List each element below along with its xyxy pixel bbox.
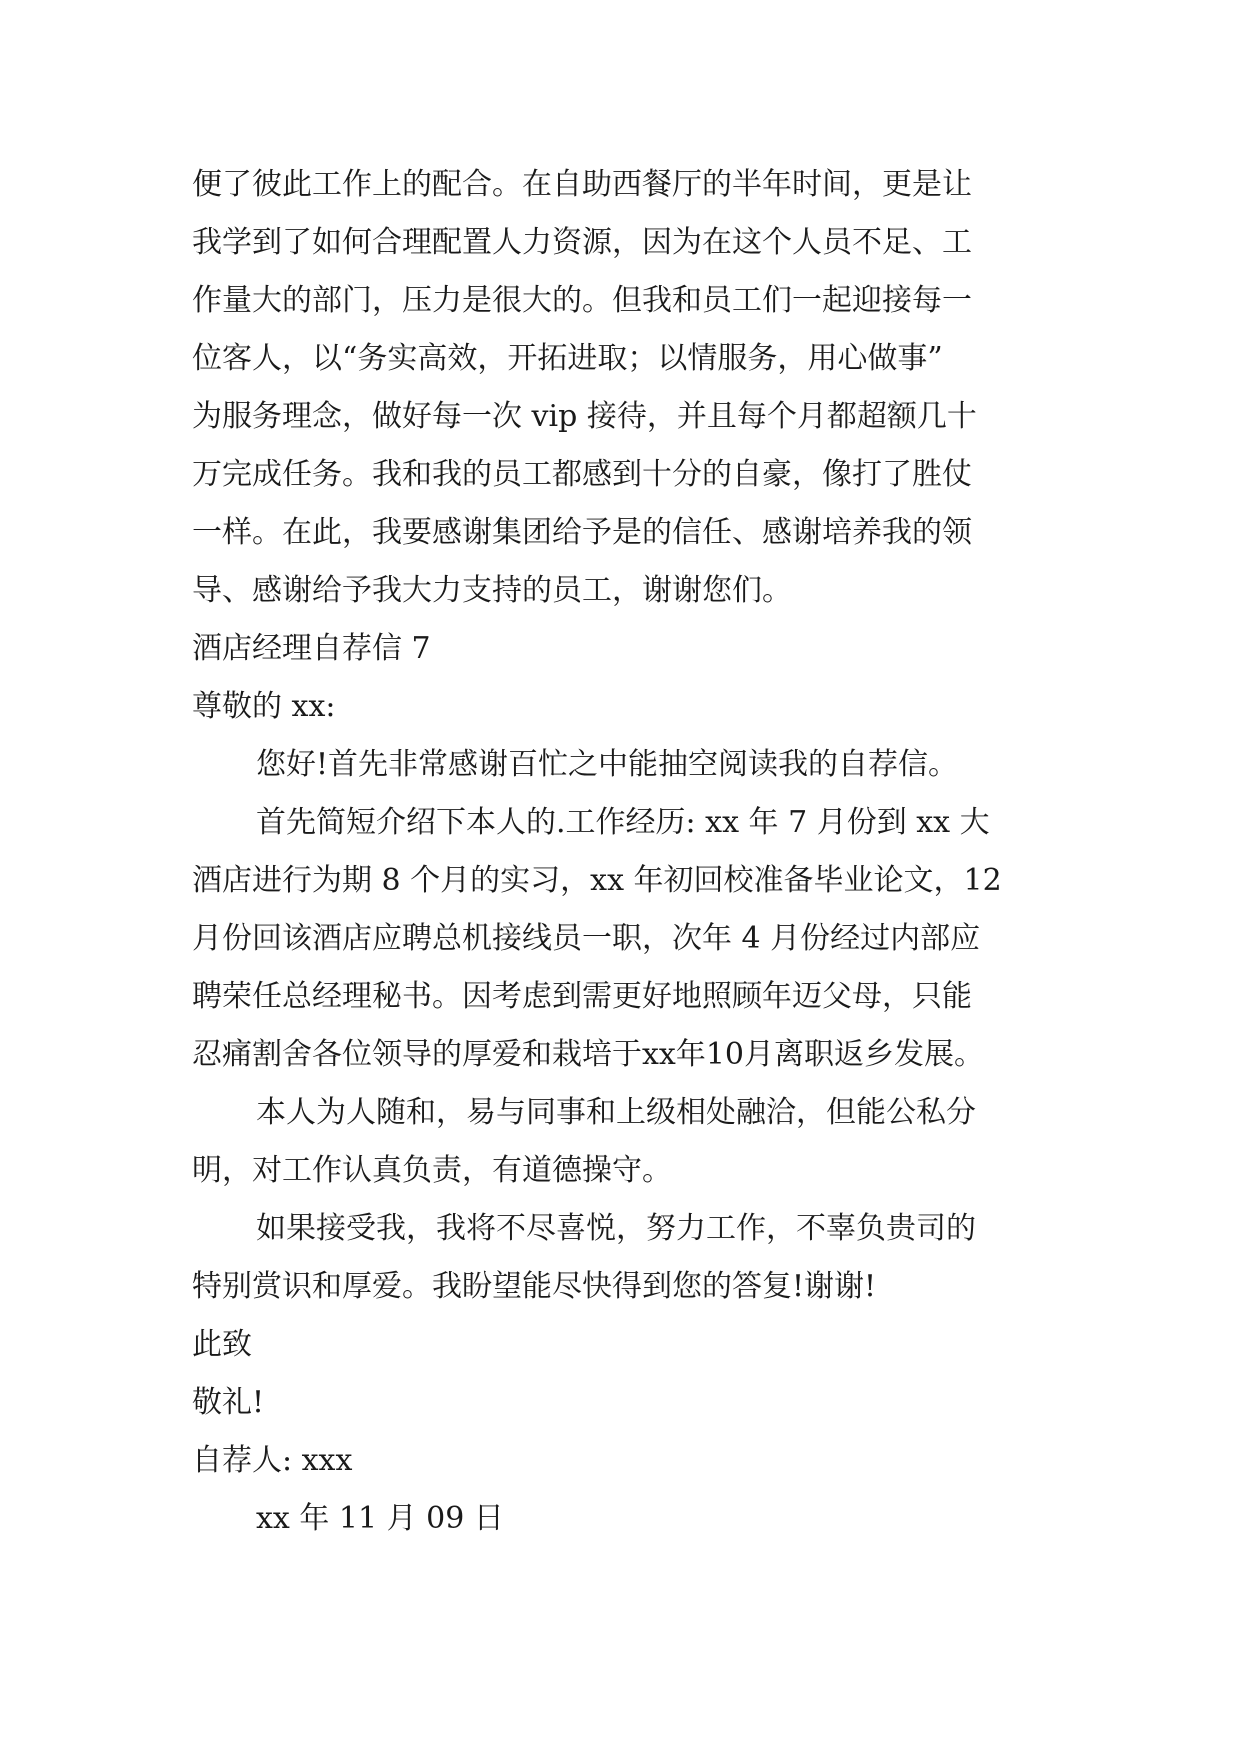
letter-heading: 酒店经理自荐信 7 xyxy=(192,631,431,666)
text-line: 为服务理念，做好每一次 vip 接待，并且每个月都超额几十 xyxy=(192,399,977,434)
text-line: 我学到了如何合理配置人力资源，因为在这个人员不足、工 xyxy=(192,225,972,260)
date-line: xx 年 11 月 09 日 xyxy=(256,1501,504,1536)
salutation: 尊敬的 xx: xyxy=(192,689,336,724)
text-line: 忍痛割舍各位领导的厚爱和栽培于xx年10月离职返乡发展。 xyxy=(192,1037,985,1072)
text-line: 本人为人随和，易与同事和上级相处融洽，但能公私分 xyxy=(256,1095,976,1130)
letter-body xyxy=(192,156,1052,1548)
greeting-paragraph: 您好!首先非常感谢百忙之中能抽空阅读我的自荐信。 xyxy=(256,747,959,782)
text-line: 位客人，以“务实高效，开拓进取；以情服务，用心做事” xyxy=(192,341,943,376)
closing-regards: 敬礼! xyxy=(192,1385,265,1420)
text-line: 便了彼此工作上的配合。在自助西餐厅的半年时间，更是让 xyxy=(192,167,972,202)
text-line: 明，对工作认真负责，有道德操守。 xyxy=(192,1153,672,1188)
text-line: 如果接受我，我将不尽喜悦，努力工作，不辜负贵司的 xyxy=(256,1211,976,1246)
text-line: 作量大的部门，压力是很大的。但我和员工们一起迎接每一 xyxy=(192,283,972,318)
text-line: 首先简短介绍下本人的.工作经历: xx 年 7 月份到 xx 大 xyxy=(256,805,990,840)
text-line: 酒店进行为期 8 个月的实习，xx 年初回校准备毕业论文，12 xyxy=(192,863,1002,898)
text-line: 一样。在此，我要感谢集团给予是的信任、感谢培养我的领 xyxy=(192,515,972,550)
text-line: 导、感谢给予我大力支持的员工，谢谢您们。 xyxy=(192,573,792,608)
text-line: 万完成任务。我和我的员工都感到十分的自豪，像打了胜仗 xyxy=(192,457,972,492)
closing-line: 此致 xyxy=(192,1327,252,1362)
text-line: 特别赏识和厚爱。我盼望能尽快得到您的答复!谢谢! xyxy=(192,1269,877,1304)
text-line: 月份回该酒店应聘总机接线员一职，次年 4 月份经过内部应 xyxy=(192,921,981,956)
text-line: 聘荣任总经理秘书。因考虑到需更好地照顾年迈父母，只能 xyxy=(192,979,972,1014)
signature-line: 自荐人: xxx xyxy=(192,1443,353,1478)
